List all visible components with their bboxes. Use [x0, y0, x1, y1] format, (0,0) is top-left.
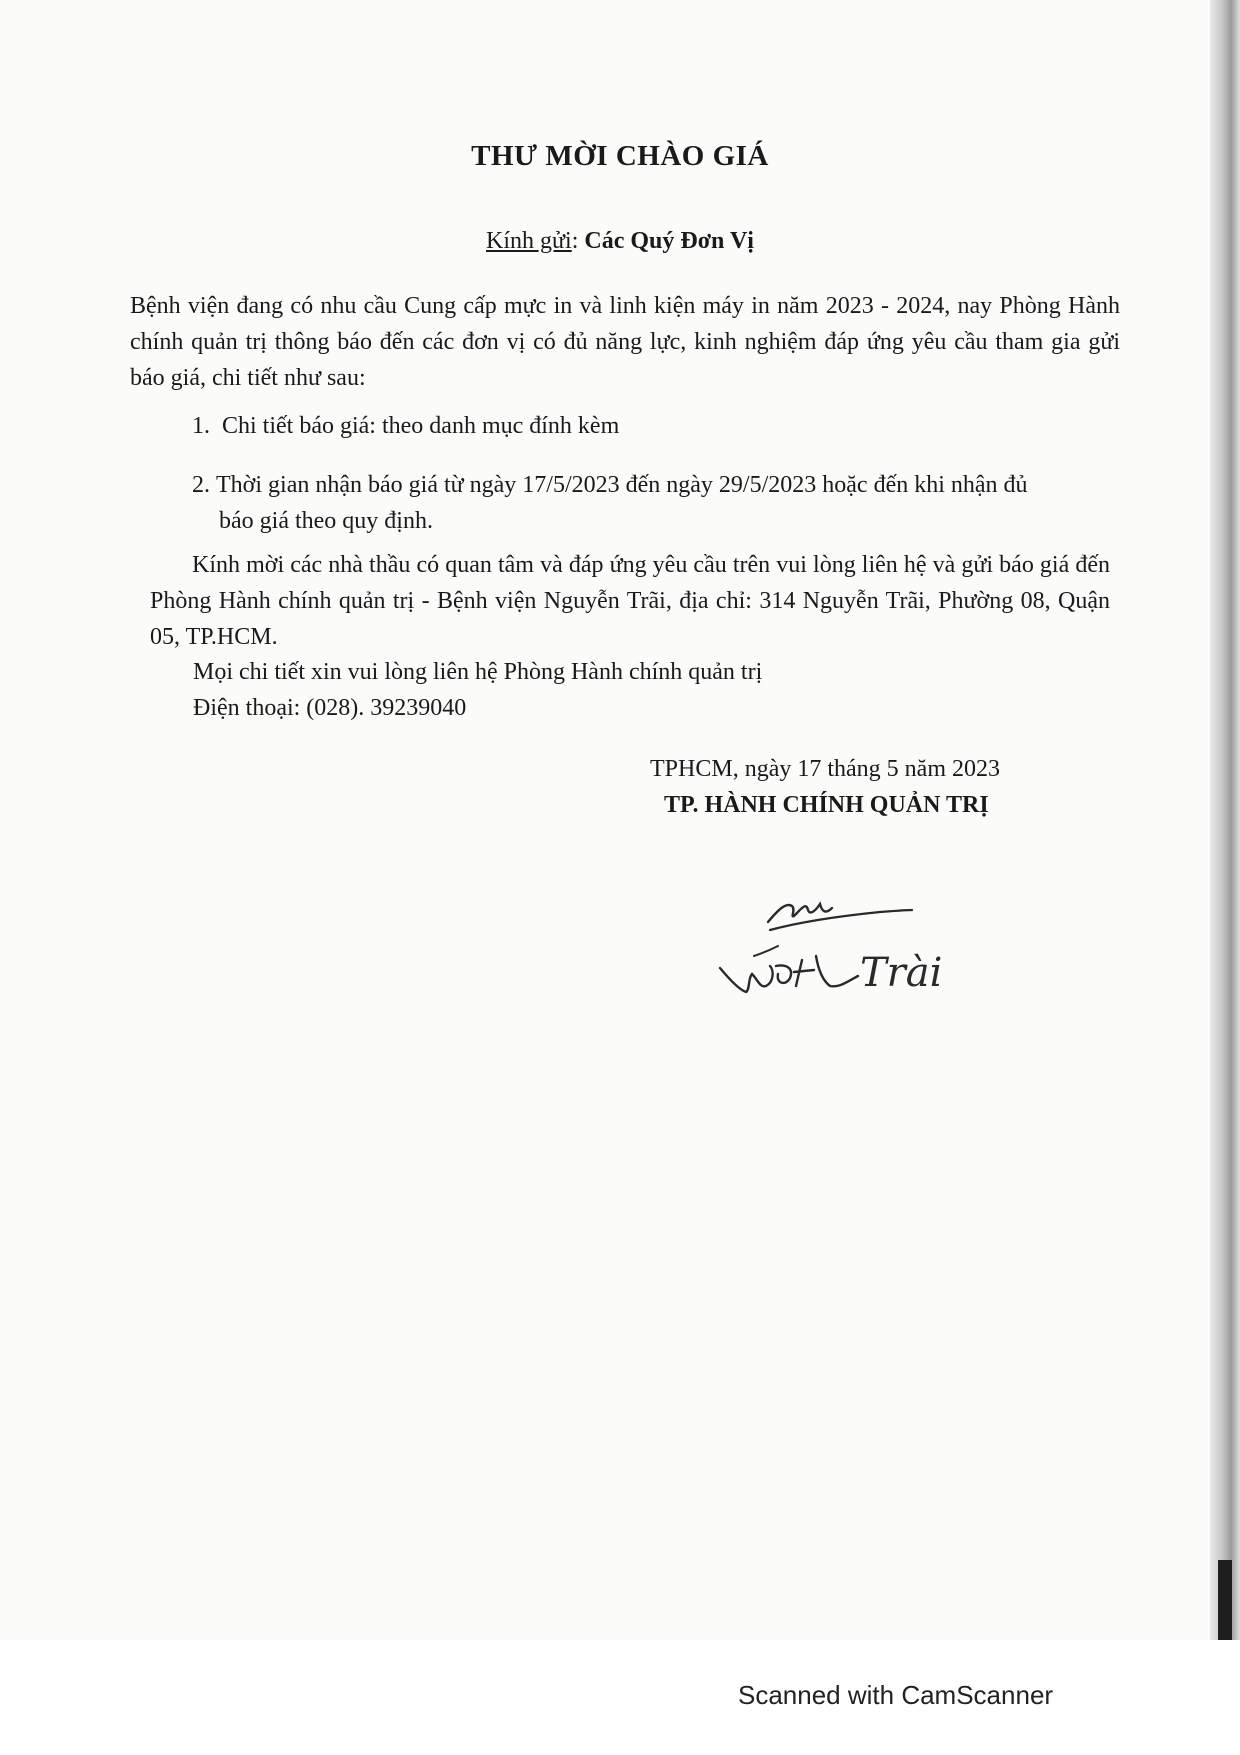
list-item	[192, 408, 1112, 444]
handwritten-signature	[690, 860, 980, 1010]
contact-line: Mọi chi tiết xin vui lòng liên hệ Phòng Hành chính quản trị	[193, 659, 763, 685]
invitation-paragraph: Kính mời các nhà thầu có quan tâm và đáp ứng yêu cầu trên vui lòng liên hệ và gửi báo giá đến Phòng Hành chính quản trị - Bệnh viện Nguyễn Trãi, địa chỉ: 314 Nguyễn Trãi, Phường 08, Quận 05, TP.HCM.	[150, 552, 1110, 650]
list-item-text: Chi tiết báo giá: theo danh mục đính kèm	[222, 413, 620, 439]
scanner-footer: Scanned with CamScanner	[738, 1680, 1054, 1710]
recipient-label: Kính gửi	[486, 228, 572, 254]
letter-title: THƯ MỜI CHÀO GIÁ	[471, 140, 769, 172]
signature-handwriting: Trài	[860, 950, 943, 996]
date-line: TPHCM, ngày 17 tháng 5 năm 2023	[650, 756, 1000, 782]
list-item-continuation: báo giá theo quy định.	[219, 508, 433, 534]
list-item-number: 1.	[192, 413, 210, 439]
phone-line: Điện thoại: (028). 39239040	[193, 695, 467, 721]
list-item-number: 2.	[192, 472, 210, 498]
list-item-text: Thời gian nhận báo giá từ ngày 17/5/2023 đến ngày 29/5/2023 hoặc đến khi nhận đủ	[216, 472, 1028, 498]
recipient-line	[0, 228, 1240, 255]
list-item	[192, 467, 1112, 539]
recipient-separator: :	[571, 228, 585, 254]
signer-title: TP. HÀNH CHÍNH QUẢN TRỊ	[664, 792, 989, 818]
recipient-name: Các Quý Đơn Vị	[584, 228, 754, 254]
intro-paragraph: Bệnh viện đang có nhu cầu Cung cấp mực in và linh kiện máy in năm 2023 - 2024, nay Phòng Hành chính quản trị thông báo đến các đơn vị có đủ năng lực, kinh nghiệm đáp ứng yêu cầu tham gia gửi báo giá, chi tiết như sau:	[130, 293, 1120, 391]
scan-edge-dark-mark	[1218, 1560, 1232, 1640]
